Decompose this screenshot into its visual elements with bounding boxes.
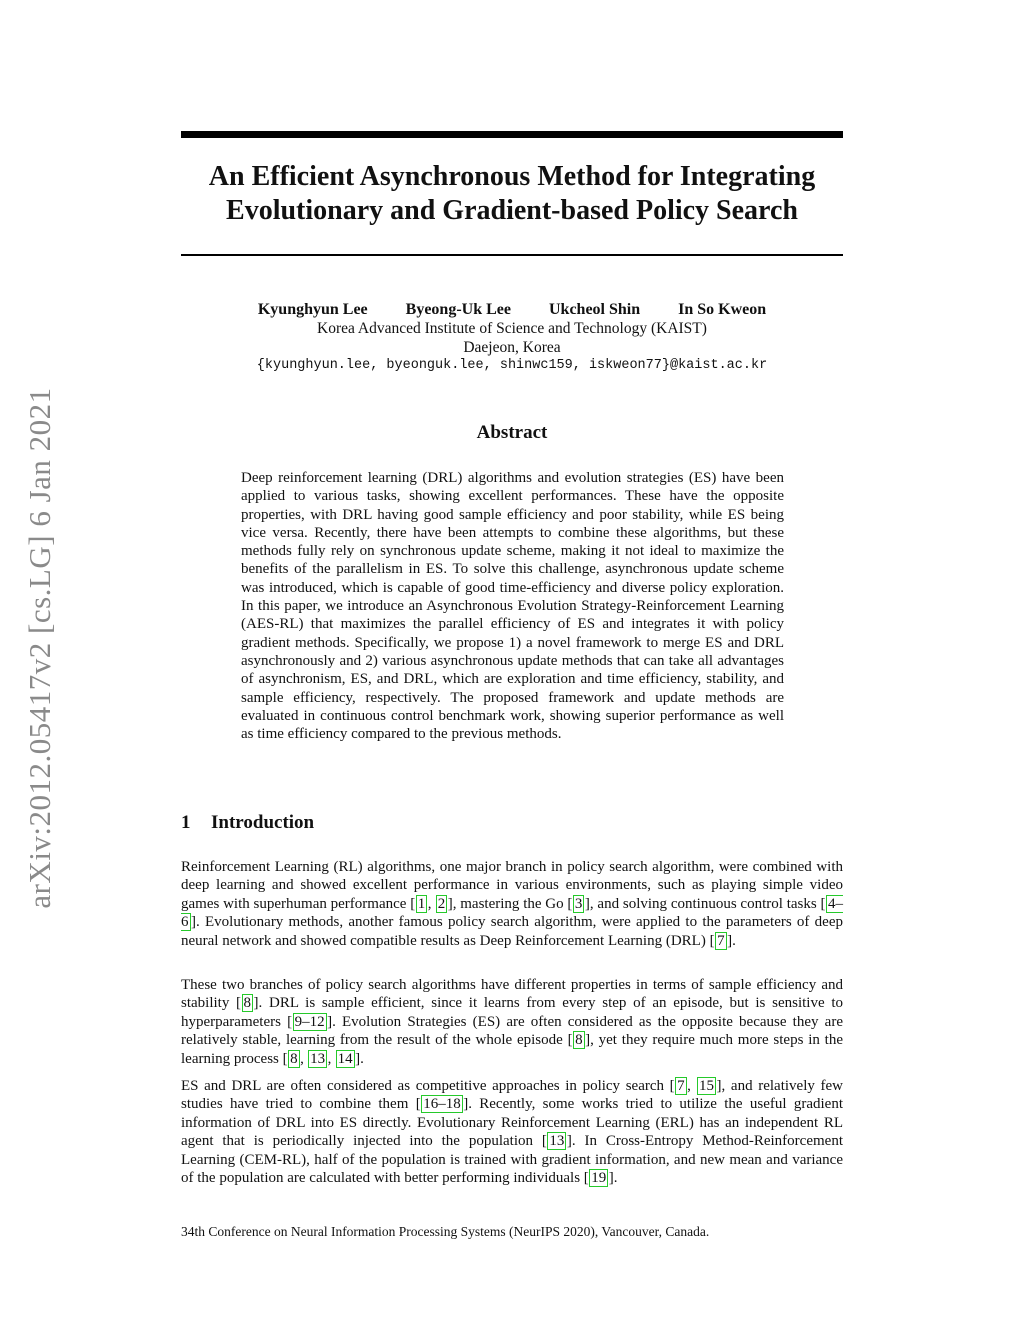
paragraph-text: , xyxy=(300,1050,308,1067)
title-line-1: An Efficient Asynchronous Method for Integrating xyxy=(208,161,816,192)
title-line-2: Evolutionary and Gradient-based Policy Search xyxy=(226,195,798,226)
paper-title xyxy=(181,160,843,228)
citation-link[interactable]: 1 xyxy=(417,895,426,912)
author-emails: {kyunghyun.lee, byeonguk.lee, shinwc159, iskweon77}@kaist.ac.kr xyxy=(256,358,768,373)
affiliation: Korea Advanced Institute of Science and Technology (KAIST) xyxy=(317,320,707,337)
citation-link[interactable]: 9–12 xyxy=(294,1013,325,1030)
citation-link[interactable]: 7 xyxy=(677,1078,685,1094)
author-name: In So Kweon xyxy=(678,301,767,318)
citation-link[interactable]: 14 xyxy=(337,1050,353,1067)
citation-link[interactable]: 19 xyxy=(591,1170,607,1187)
paragraph-text: ]. In Cross-Entropy Method-Reinforcement Learning (CEM-RL), half of the population is trained with gradient information, and new mean and variance of the population are calculated with better performing individuals [ xyxy=(181,1133,843,1187)
paragraph-text: ]. Evolution Strategies (ES) are often considered as the opposite because they are relatively stable, learning from the result of the whole episode [ xyxy=(181,1013,843,1049)
paragraph-text: ES and DRL are often considered as competitive approaches in policy search [ xyxy=(181,1078,675,1094)
location: Daejeon, Korea xyxy=(463,339,561,356)
title-top-rule xyxy=(181,131,843,138)
citation-link[interactable]: 8 xyxy=(575,1032,583,1049)
paragraph-text: ], and solving continuous control tasks [ xyxy=(584,895,826,912)
arxiv-identifier-stamp: arXiv:2012.05417v2 [cs.LG] 6 Jan 2021 xyxy=(22,387,57,909)
paragraph-text: ]. xyxy=(608,1170,618,1187)
author-name: Ukcheol Shin xyxy=(548,301,641,318)
paragraph-text: ]. DRL is sample efficient, since it learns from every step of an episode, but is sensitive to hyperparameters [ xyxy=(181,995,843,1030)
paragraph-text: , xyxy=(427,895,436,912)
intro-paragraph-2 xyxy=(181,976,843,1068)
citation-link[interactable]: 4–6 xyxy=(181,895,843,931)
section-number: 1 xyxy=(181,812,191,833)
paragraph-text: ], mastering the Go [ xyxy=(447,895,573,912)
paragraph-text: ], yet they require much more steps in the learning process [ xyxy=(181,1032,843,1067)
abstract-text: Deep reinforcement learning (DRL) algorithms and evolution strategies (ES) have been applied to various tasks, showing excellent performances. These have the opposite properties, with DRL having good sample efficiency and poor stability, while ES being vice versa. Recently, there have been attempts to combine these algorithms, but these methods fully rely on synchronous update scheme, making it not ideal to maximize the benefits of the parallelism in ES. To solve this challenge, asynchronous update scheme was introduced, which is capable of good time-efficiency and diverse policy exploration. In this paper, we introduce an Asynchronous Evolution Strategy-Reinforcement Learning (AES-RL) that maximizes the parallel efficiency of ES and integrates it with policy gradient methods. Specifically, we propose 1) a novel framework to merge ES and DRL asynchronously and 2) various asynchronous update methods that can take all advantages of asynchronism, ES, and DRL, which are exploration and time efficiency, stability, and sample efficiency, respectively. The proposed framework and update methods are evaluated in continuous control benchmark work, showing superior performance as well as time efficiency compared to the previous methods. xyxy=(241,470,784,743)
citation-link[interactable]: 13 xyxy=(549,1133,565,1150)
citation-link[interactable]: 8 xyxy=(243,995,252,1012)
citation-link[interactable]: 7 xyxy=(717,932,725,949)
citation-link[interactable]: 3 xyxy=(574,895,583,912)
author-list xyxy=(181,300,843,320)
citation-link[interactable]: 8 xyxy=(290,1050,298,1067)
author-name: Byeong-Uk Lee xyxy=(405,301,511,318)
paragraph-text: ], and relatively few studies have tried to combine them [ xyxy=(181,1078,843,1113)
section-heading-introduction xyxy=(181,811,314,835)
paragraph-text: , xyxy=(687,1078,697,1094)
citation-link[interactable]: 15 xyxy=(699,1078,715,1094)
paragraph-text: Reinforcement Learning (RL) algorithms, one major branch in policy search algorithm, were combined with deep learning and showed excellent performance in various environments, such as playing simple video games with superhuman performance [ xyxy=(181,859,843,912)
paragraph-text: ]. xyxy=(727,932,736,949)
paragraph-text: , xyxy=(327,1050,336,1067)
citation-link[interactable]: 2 xyxy=(437,895,446,912)
title-bottom-rule xyxy=(181,254,843,256)
section-title: Introduction xyxy=(211,812,315,833)
intro-paragraph-3 xyxy=(181,1077,843,1187)
intro-paragraph-1 xyxy=(181,858,843,950)
citation-link[interactable]: 13 xyxy=(310,1050,326,1067)
paragraph-text: ]. Recently, some works tried to utilize the useful gradient information of DRL into ES directly. Evolutionary Reinforcement Learning (ERL) has an independent RL agent that is periodically injected into the population [ xyxy=(181,1096,844,1150)
paragraph-text: ]. Evolutionary methods, another famous policy search algorithm, were applied to the parameters of deep neural network and showed compatible results as Deep Reinforcement Learning (DRL) [ xyxy=(181,914,843,949)
paragraph-text: ]. xyxy=(355,1050,364,1067)
abstract-heading: Abstract xyxy=(476,422,548,443)
conference-footnote: 34th Conference on Neural Information Processing Systems (NeurIPS 2020), Vancouver, Canada. xyxy=(181,1224,710,1239)
citation-link[interactable]: 16–18 xyxy=(423,1096,461,1113)
author-name: Kyunghyun Lee xyxy=(257,301,368,318)
paragraph-text: These two branches of policy search algorithms have different properties in terms of sample efficiency and stability [ xyxy=(181,977,843,1012)
